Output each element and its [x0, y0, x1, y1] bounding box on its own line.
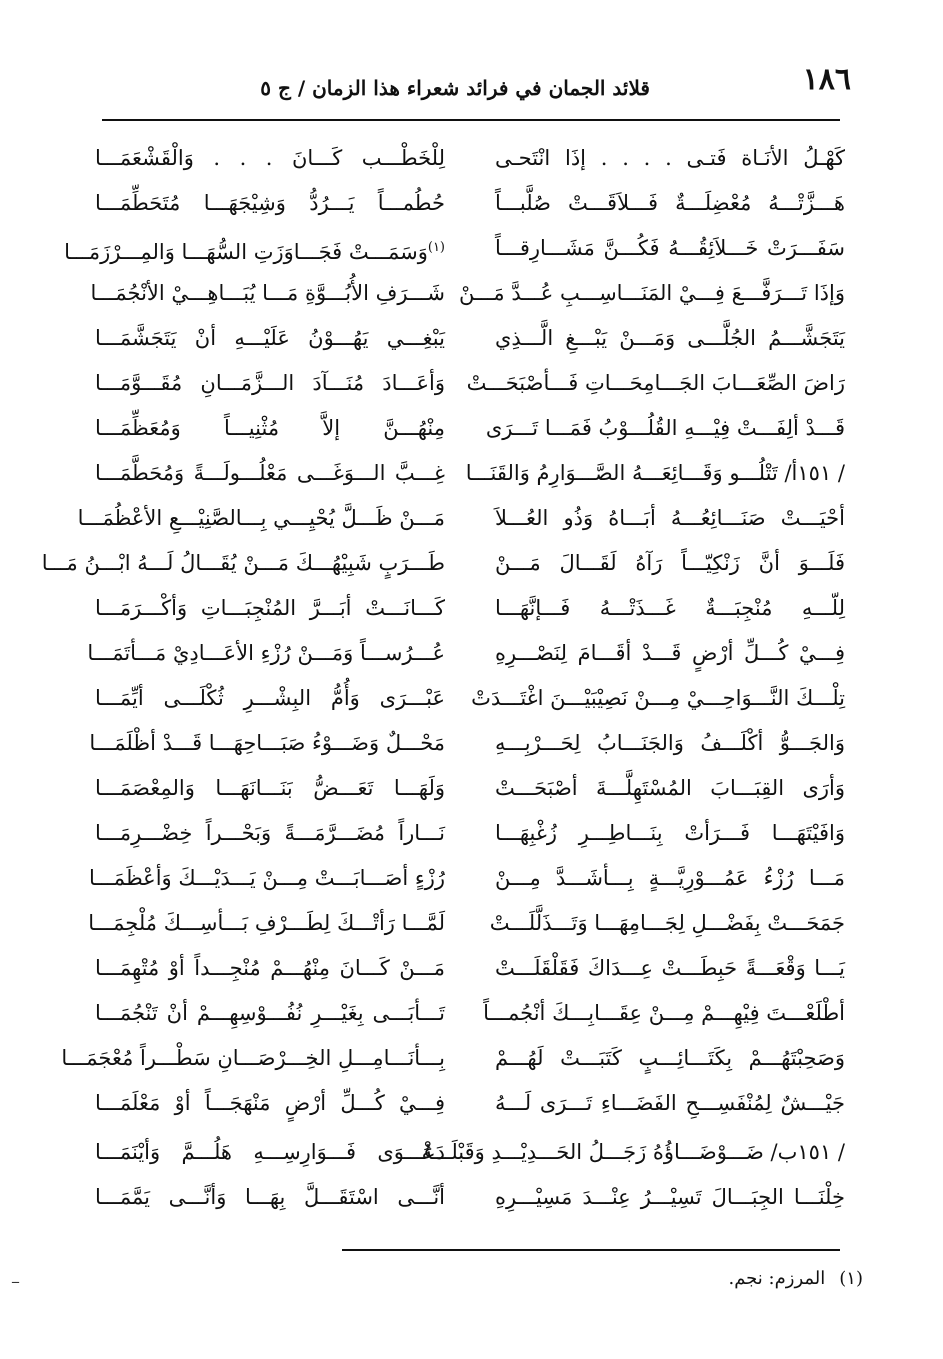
hemistich-right: كَهْـلُ الأنَـاة فَتـى . . . . إذَا انْتَحـى [495, 146, 845, 170]
hemistich-left: لَمَّـــا رَأتْـــكَ لِطَـــرْفِ بَـــأسِـــكَ مُلْجِمَـــا [88, 911, 445, 935]
hemistich-right: فِـــيْ كُـــلِّ أرْضٍ قَـــدْ أقَـــامَ لِنَصْـــرِهِ [495, 641, 845, 665]
verse [95, 451, 845, 495]
hemistich-left-with-footnote [64, 226, 445, 270]
hemistich-left: فِـــيْ كُـــلِّ أرْضٍ مَنْهَجَـــاً أوْ مَعْلَمَـــا [95, 1091, 445, 1115]
verse [95, 181, 845, 225]
hemistich-left: غِـــبَّ الـــوَغَـــى مَعْلُـــولَـــةً وَمُحَطَّمَـــا [95, 461, 445, 485]
hemistich-right: جَيْـــشٌ لِمُنْفَسِـــحِ الفَضَـــاءِ تَـــرَى لَـــهُ [495, 1091, 845, 1115]
footnote-number: (١) [839, 1268, 863, 1289]
hemistich-right: / ١٥١ب/ ضَـــوْضَـــاؤُهُ زَجَـــلُ الحَـــدِيْـــدِ وَقَبْلَـــهُ [421, 1140, 845, 1164]
hemistich-right: تِلْـــكَ النَّـــوَاحِـــيْ مِـــنْ نَصِيْبَيْـــنَ اغْتَـــدَتْ [471, 686, 845, 710]
hemistich-left: مِنْهُـــنَّ إلاَّ مُثْنِيـــاً وَمُعَظِّمَـــا [95, 416, 445, 440]
running-title: قلائد الجمان في فرائد شعراء هذا الزمان / ج ٥ [260, 76, 650, 100]
verse [95, 811, 845, 855]
hemistich-left: مَـــنْ ظَـــلَّ يُحْيِـــي بِـــالصَّنِيْـــعِ الأعْظُمَـــا [77, 506, 445, 530]
hemistich-right: قَـــدْ ألِفَـــتْ فِيْـــهِ القُلُـــوْبُ فَمَـــا تَـــرَى [485, 416, 845, 440]
hemistich-right: / ١٥١أ/ تَتْلُـــو وَقَـــائِعَـــهُ الصَّـــوَارِمُ وَالقَنَـــا [465, 461, 845, 485]
hemistich-right: سَفَـــرَتْ خَـــلاَئِقُـــهُ فَكُـــنَّ مَشَـــارِقـــاً [495, 236, 845, 260]
hemistich-right: وَإذَا تَـــرَفَّـــعَ فِـــيْ المَنَـــاسِـــبِ عُـــدَّ مَـــنْ [458, 281, 845, 305]
verse [77, 496, 845, 540]
hemistich-right: لِلّـــهِ مُنْجِبَـــةٌ غَـــذَتْـــهُ فَـــإنَّهَـــا [495, 596, 845, 620]
hemistich-right: مَـــا رُزْءُ عَمُـــوْرِيَّـــةٍ بِـــأشَـــدَّ مِـــنْ [495, 866, 845, 890]
hemistich-right: فَلَـــوَ أنَّ زَنْكِيّـــاً رَآهُ لَقَـــالَ مَـــنْ [495, 551, 845, 575]
verse [95, 361, 845, 405]
footnote-rule [342, 1249, 840, 1251]
hemistich-left: عُـــرُســـاً وَمَـــنْ رُزْءِ الأعَـــادِيْ مَـــأتَمَـــا [87, 641, 445, 665]
verse [95, 766, 845, 810]
hemistich-right: يَـــا وَقْعَـــةً حَبِطَـــتْ عِـــدَاكَ فَقَلْقَلَـــتْ [495, 956, 845, 980]
hemistich-left: مَـــنْ كَـــانَ مِنْهُـــمْ مُنْجِـــداً أوْ مُتْهِمَـــا [95, 956, 445, 980]
hemistich-right: أطْلَعْـــتَ فِيْهِـــمْ مِـــنْ عِقَـــابِـــكَ أنْجُمـــاً [483, 1001, 845, 1025]
verse [95, 946, 845, 990]
verse [95, 1175, 845, 1219]
header-rule [102, 119, 840, 121]
hemistich-left: مَحْـــلٌ وَضَـــوْءُ صَبَـــاحِهَـــا قَـــدْ أظْلَمَـــا [89, 731, 445, 755]
hemistich-left: حُطُمـــاً يَـــرُدُّ وَشِيْجَهَـــا مُتَحَطِّمَـــا [95, 191, 445, 215]
verse [61, 1036, 845, 1080]
verse [95, 136, 845, 180]
hemistich-right: وَافَيْتَهَـــا فَـــرَأتْ بِنَـــاطِـــرِ زُغْبِهَـــا [495, 821, 845, 845]
hemistich-right: وَصَحِبْتَهُـــمْ بِكَتَـــائِـــبٍ كَتَبَـــتْ لَهُـــمْ [495, 1046, 845, 1070]
footnote-reference: (١) [427, 240, 445, 255]
hemistich-left: رُزْءٍ أصَـــابَـــتْ مِـــنْ يَـــدَيْـــكَ وَأعْظَمَـــا [88, 866, 445, 890]
hemistich-right: وَأرَى القِبَـــابَ المُسْتَهِلَّـــةَ أصْبَحَـــتْ [495, 776, 845, 800]
verse [89, 721, 845, 765]
verse [64, 226, 845, 270]
hemistich-left: كَـــانَـــتْ أبَـــرَّ المُنْجِبَـــاتِ وَأكْـــرَمَـــا [95, 596, 445, 620]
verse [95, 406, 845, 450]
hemistich-left: يَبْغِـــي يَهُـــوْنُ عَلَيْـــهِ أنْ يَتَجَشَّمَـــا [95, 326, 445, 350]
hemistich-left: تَـــأبَـــى بِغَيْـــرِ نُفُـــوْسِهِـــمْ أنْ تَنْجُمَـــا [95, 1001, 445, 1025]
verse [95, 316, 845, 360]
hemistich-right: هَـــزَّتْـــهُ مُعْضِلَـــةٌ فَـــلاَقَـــتْ صُلَّبـــاً [495, 191, 845, 215]
hemistich-left-text: وَسَمَـــتْ فَجَـــاوَزَتِ السُّهَـــا وَالمِـــرْزَمَـــا [64, 240, 428, 264]
hemistich-left: نَـــاراً مُضَـــرَّمَـــةً وَبَحْـــراً خِضْـــرِمَـــا [95, 821, 445, 845]
hemistich-left: أنَّـــى اسْتَقَـــلَّ بِهَـــا وَأنَّـــى يَمَّمَـــا [95, 1185, 445, 1209]
verse [95, 1130, 845, 1174]
corner-mark: ــ [12, 1272, 20, 1286]
verse [95, 991, 845, 1035]
hemistich-right: يَتَجَشَّـــمُ الجُلَّـــى وَمَـــنْ يَبْـــغِ الَّـــذِي [495, 326, 845, 350]
verse [95, 676, 845, 720]
verse [87, 631, 845, 675]
poem-body [41, 136, 845, 1221]
hemistich-left: شَـــرَفِ الأُبُـــوَّةِ مَـــا يُبَـــاهِـــيْ الأنْجُمَـــا [90, 281, 445, 305]
hemistich-left: عَبْـــرَى وَأُمُّ البِشْـــرِ ثُكْلَـــى أيِّمَـــا [95, 686, 445, 710]
hemistich-left: وَلَهَـــا تَعَـــضُّ بَنَـــانَهَـــا وَالمِعْصَمَـــا [95, 776, 445, 800]
hemistich-right: خِلْنَـــا الجِبَـــالَ تَسِيْـــرُ عِنْـــدَ مَسِيْـــرِهِ [495, 1185, 845, 1209]
verse [41, 541, 845, 585]
page-number: ١٨٦ [802, 62, 851, 97]
hemistich-left: طَـــرَبٍ شَبِيْهُـــكَ مَـــنْ يُقَـــالُ لَـــهُ ابْـــنُ مَـــا [41, 551, 445, 575]
footnote [714, 1268, 863, 1289]
verse [95, 586, 845, 630]
hemistich-right: رَاضَ الصِّعَـــابَ الجَـــامِحَـــاتِ فَـــأصْبَحَـــتْ [466, 371, 845, 395]
verse [90, 271, 845, 315]
hemistich-right: وَالجَـــوُّ أكْلَـــفُ وَالجَنَـــابُ لِحَـــرْبِـــهِ [495, 731, 845, 755]
hemistich-left: لِلْخَطْـــب كَـــانَ . . . وَالْقَشْعَمَـــا [95, 146, 445, 170]
verse [88, 856, 845, 900]
verse [88, 901, 845, 945]
footnote-text: المرزم: نجم. [728, 1268, 826, 1289]
hemistich-left: وَأعَـــادَ مُنَـــآدَ الـــزَّمَـــانِ مُقَـــوَّمَـــا [95, 371, 445, 395]
hemistich-left: دَعْـــوَى فَـــوَارِسِـــهِ هَلُـــمَّ وَأيْنَمَـــا [95, 1140, 445, 1164]
verse [95, 1081, 845, 1125]
hemistich-left: بِـــأنَـــامِـــلِ الخِـــرْصَـــانِ سَطْـــراً مُعْجَمَـــا [61, 1046, 445, 1070]
hemistich-right: أحْيَـــتْ صَنَـــائِعُـــهُ أبَـــاهُ وَذُو العُـــلاَ [495, 506, 845, 530]
hemistich-right: جَمَحَـــتْ بِفَضْـــلِ لِجَـــامِهَـــا وَتَـــذَلَّلَـــتْ [489, 911, 845, 935]
